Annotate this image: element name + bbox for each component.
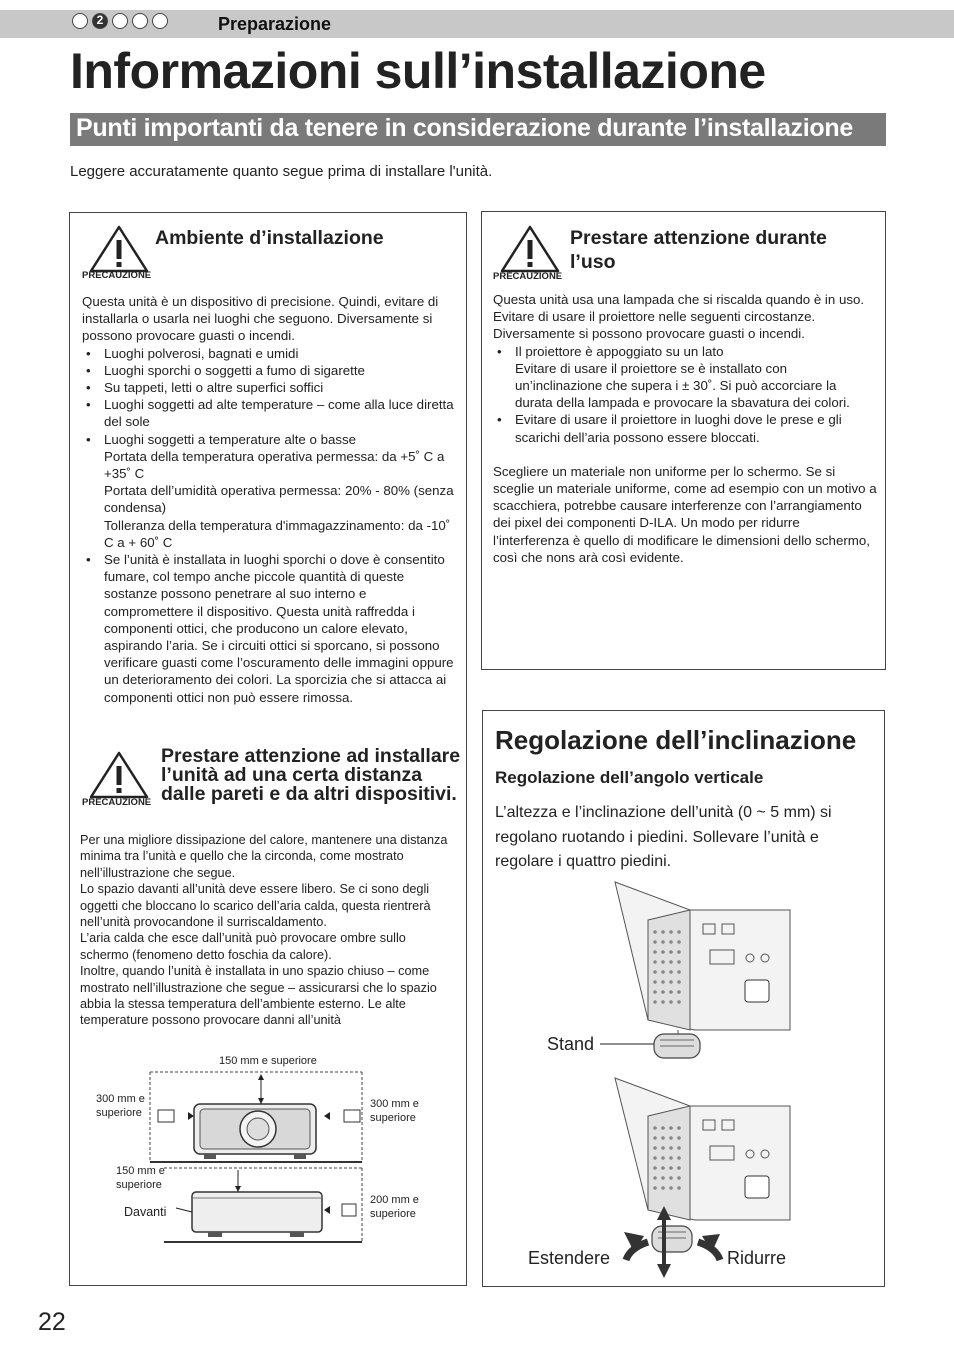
tilt-illustration <box>560 880 800 1280</box>
subtitle-text: Punti importanti da tenere in considerazione durante l’installazione <box>76 114 853 142</box>
caution-label: PRECAUZIONE <box>493 271 563 282</box>
label-front: Davanti <box>124 1205 167 1219</box>
label-reduce: Ridurre <box>727 1248 787 1268</box>
caution-label: PRECAUZIONE <box>82 797 152 808</box>
list-item: • Luoghi soggetti a temperature alte o basse Portata della temperatura operativa permessa: da +5˚ C a +35˚ C Portata dell’umidità operativa permessa: 20% - 80% (senza condensa) Tolleranza della temperatura d'immagazzinamento: da -10˚ C a + 60˚ C <box>82 431 454 551</box>
tilt-heading: Regolazione dell’inclinazione <box>495 725 857 755</box>
uso-heading: Prestare attenzione durante l’uso <box>570 227 827 273</box>
step-dot <box>72 13 88 29</box>
ambiente-intro: Questa unità è un dispositivo di precisione. Quindi, evitare di installarla o usarla nei luoghi che seguono. Diversamente si possono provocare guasti o incendi. <box>82 294 439 344</box>
step-dot-active: 2 <box>92 13 108 29</box>
page-title: Informazioni sull’installazione <box>70 43 766 99</box>
ambiente-body <box>82 293 454 706</box>
label-right-clearance: 300 mm e superiore <box>370 1098 419 1124</box>
label-front-right-clearance: 200 mm e superiore <box>370 1194 419 1220</box>
clearance-diagram <box>80 1052 460 1252</box>
step-dot <box>112 13 128 29</box>
intro-text: Leggere accuratamente quanto segue prima di installare l'unità. <box>70 163 493 180</box>
list-item: • Luoghi sporchi o soggetti a fumo di sigarette <box>82 362 454 379</box>
step-indicator <box>72 13 168 29</box>
list-item: • Luoghi polverosi, bagnati e umidi <box>82 345 454 362</box>
list-item: • Evitare di usare il proiettore in luoghi dove le prese e gli scarichi dell’aria possono essere bloccati. <box>493 411 877 445</box>
list-item: • Su tappeti, letti o altre superfici soffici <box>82 379 454 396</box>
distanza-heading: Prestare attenzione ad installare l’unità ad una certa distanza dalle pareti e da altri dispositivi. <box>161 745 461 805</box>
uso-intro: Questa unità usa una lampada che si riscalda quando è in uso. Evitare di usare il proiettore nelle seguenti circostanze. Diversamente si possono provocare guasti o incendi. <box>493 292 865 342</box>
tilt-text: L’altezza e l’inclinazione dell’unità (0 ~ 5 mm) si regolano ruotando i piedini. Sollevare l’unità e regolare i quattro piedini. <box>495 804 832 870</box>
uso-list <box>493 343 877 446</box>
page-number: 22 <box>38 1308 66 1336</box>
warning-icon <box>499 224 561 274</box>
caution-label: PRECAUZIONE <box>82 270 152 281</box>
ambiente-heading: Ambiente d’installazione <box>155 227 384 249</box>
label-stand: Stand <box>547 1034 595 1054</box>
label-extend: Estendere <box>528 1248 611 1268</box>
section-label: Preparazione <box>218 14 332 34</box>
list-item: • Il proiettore è appoggiato su un lato Evitare di usare il proiettore se è installato con un’inclinazione che supera i ± 30˚. Si può accorciare la durata della lampada e provocare la sbavatura dei colori. <box>493 343 877 412</box>
step-dot <box>132 13 148 29</box>
subtitle-banner <box>70 113 886 146</box>
tilt-subheading: Regolazione dell’angolo verticale <box>495 768 764 787</box>
uso-body <box>493 291 877 566</box>
uso-note: Scegliere un materiale non uniforme per lo schermo. Se si sceglie un materiale uniforme, come ad esempio con un motivo a scacchiera, potrebbe causare interferenze con l’arrangiamento dei pixel dei componenti D-ILA. Un modo per ridurre l’interferenza è quello di modificare le dimensioni dello schermo, così che nons arà così evidente. <box>493 463 877 565</box>
list-item: • Luoghi soggetti ad alte temperature – come alla luce diretta del sole <box>82 396 454 430</box>
warning-icon <box>88 224 150 274</box>
distanza-body: Per una migliore dissipazione del calore, mantenere una distanza minima tra l’unità e quello che la circonda, come mostrato nell’illustrazione che segue. Lo spazio davanti all’unità deve essere libero. Se ci sono degli oggetti che bloccano lo scarico dell’aria calda, questa rientrerà nell’unità provocandone il surriscaldamento. L’aria calda che esce dall’unità può provocare ombre sullo schermo (fenomeno detto foschia da calore). Inoltre, quando l’unità è installata in uno spazio chiuso – come mostrato nell’illustrazione che segue – assicurarsi che lo spazio abbia la stessa temperatura dell’ambiente esterno. Le alte temperature possono provocare danni all’unità <box>80 833 448 1028</box>
label-top-clearance: 150 mm e superiore <box>219 1055 317 1067</box>
label-left-clearance: 300 mm e superiore <box>96 1093 145 1119</box>
label-front-top-clearance: 150 mm e superiore <box>116 1165 165 1191</box>
warning-icon <box>88 750 150 800</box>
step-dot <box>152 13 168 29</box>
list-item: • Se l’unità è installata in luoghi sporchi o dove è consentito fumare, col tempo anche piccole quantità di queste sostanze possono penetrare al suo interno e compromettere il dispositivo. Questa unità raffredda i componenti ottici, che producono un calore elevato, aspirando l’aria. Se i circuiti ottici si sporcano, si possono verificare guasti come l’oscuramento delle immagini oppure un deterioramento dei colori. La sporcizia che si attacca ai componenti ottici non può essere rimossa. <box>82 551 454 706</box>
ambiente-list <box>82 345 454 706</box>
